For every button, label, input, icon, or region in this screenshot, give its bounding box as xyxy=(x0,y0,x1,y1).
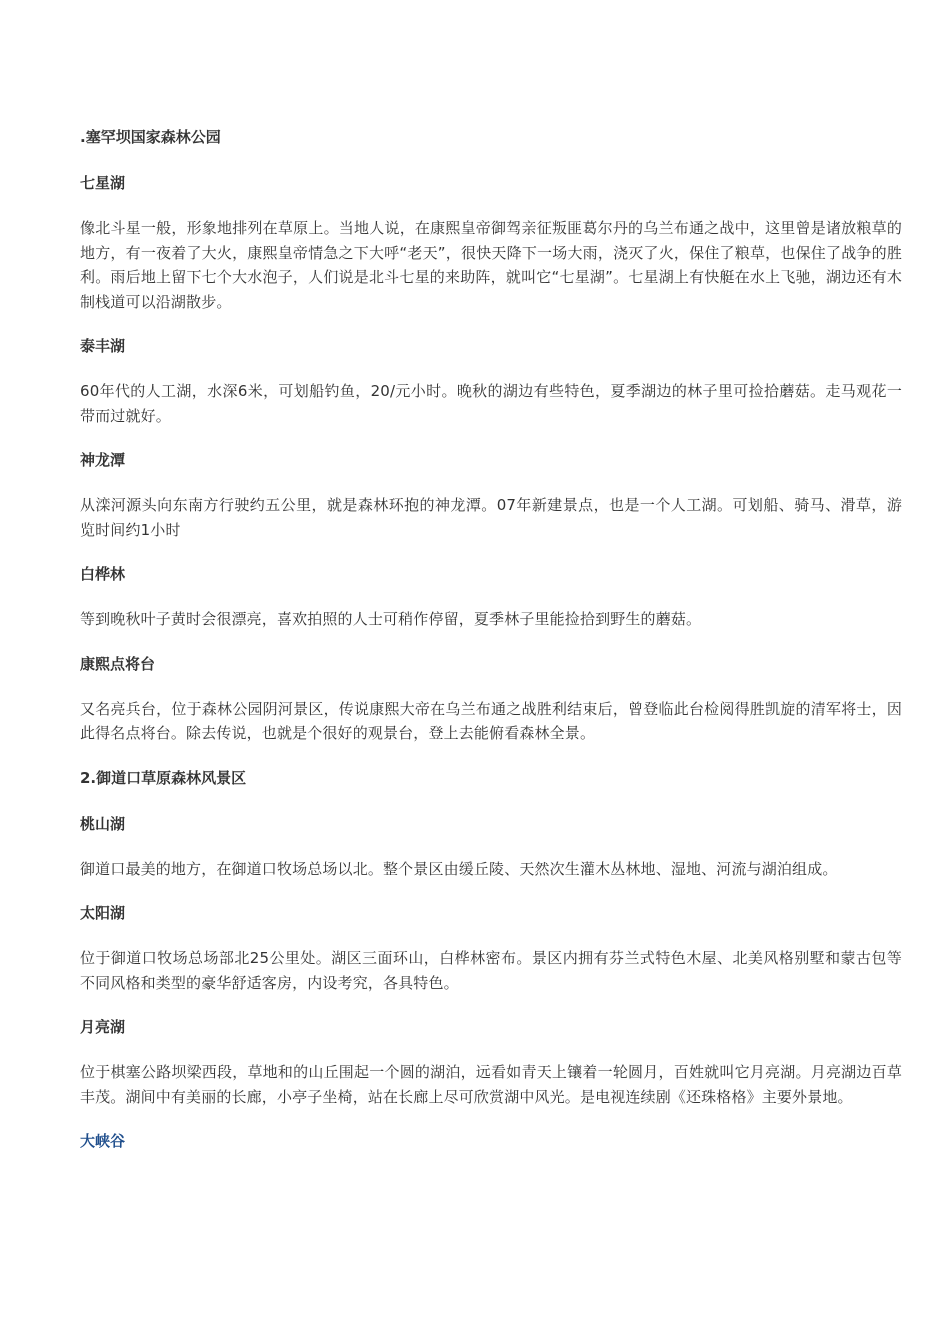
section-title-saihanba: .塞罕坝国家森林公园 xyxy=(80,128,221,146)
paragraph-qixinghu: 像北斗星一般，形象地排列在草原上。当地人说，在康熙皇帝御驾亲征叛匪葛尔丹的乌兰布通之战中，这里曾是诸放粮草的地方，有一夜着了大火，康熙皇帝情急之下大呼“老天”，很快天降下一场大雨，浇灭了火，保住了粮草，也保住了战争的胜利。雨后地上留下七个大水泡子，人们说是北斗七星的来助阵，就叫它“七星湖”。七星湖上有快艇在水上飞驰，湖边还有木制栈道可以沿湖散步。 xyxy=(80,219,902,311)
document-page xyxy=(80,124,902,1154)
paragraph-taiyanghu: 位于御道口牧场总场部北25公里处。湖区三面环山，白桦林密布。景区内拥有芬兰式特色木屋、北美风格别墅和蒙古包等不同风格和类型的豪华舒适客房，内设考究，各具特色。 xyxy=(80,949,902,992)
paragraph-taifenghu: 60年代的人工湖，水深6米，可划船钓鱼，20/元小时。晚秋的湖边有些特色，夏季湖边的林子里可捡拾蘑菇。走马观花一带而过就好。 xyxy=(80,382,902,425)
paragraph-taoshanhu: 御道口最美的地方，在御道口牧场总场以北。整个景区由缓丘陵、天然次生灌木丛林地、湿地、河流与湖泊组成。 xyxy=(80,859,838,878)
heading-taiyanghu: 太阳湖 xyxy=(80,904,126,922)
paragraph-shenlongtan: 从滦河源头向东南方行驶约五公里，就是森林环抱的神龙潭。07年新建景点，也是一个人工湖。可划船、骑马、滑草，游览时间约1小时 xyxy=(80,496,902,539)
heading-yuelianghu: 月亮湖 xyxy=(80,1018,126,1036)
paragraph-baihualin: 等到晚秋叶子黄时会很漂亮，喜欢拍照的人士可稍作停留，夏季林子里能捡拾到野生的蘑菇。 xyxy=(80,610,702,628)
heading-daxiagu: 大峡谷 xyxy=(80,1132,126,1150)
heading-shenlongtan: 神龙潭 xyxy=(80,451,126,469)
paragraph-yuelianghu: 位于棋塞公路坝梁西段，草地和的山丘围起一个圆的湖泊，远看如青天上镶着一轮圆月，百姓就叫它月亮湖。月亮湖边百草丰茂。湖间中有美丽的长廊，小亭子坐椅，站在长廊上尽可欣赏湖中风光。是电视连续剧《还珠格格》主要外景地。 xyxy=(80,1063,902,1106)
heading-taoshanhu: 桃山湖 xyxy=(80,814,126,833)
heading-taifenghu: 泰丰湖 xyxy=(80,337,126,355)
heading-qixinghu: 七星湖 xyxy=(80,174,126,192)
paragraph-dianjiangtai: 又名亮兵台，位于森林公园阴河景区，传说康熙大帝在乌兰布通之战胜利结束后，曾登临此台检阅得胜凯旋的清军将士，因此得名点将台。除去传说，也就是个很好的观景台，登上去能俯看森林全景。 xyxy=(80,699,902,742)
section-title-yudaokou: 2.御道口草原森林风景区 xyxy=(80,768,247,787)
heading-baihualin: 白桦林 xyxy=(80,565,126,583)
heading-dianjiangtai: 康熙点将台 xyxy=(80,654,156,673)
